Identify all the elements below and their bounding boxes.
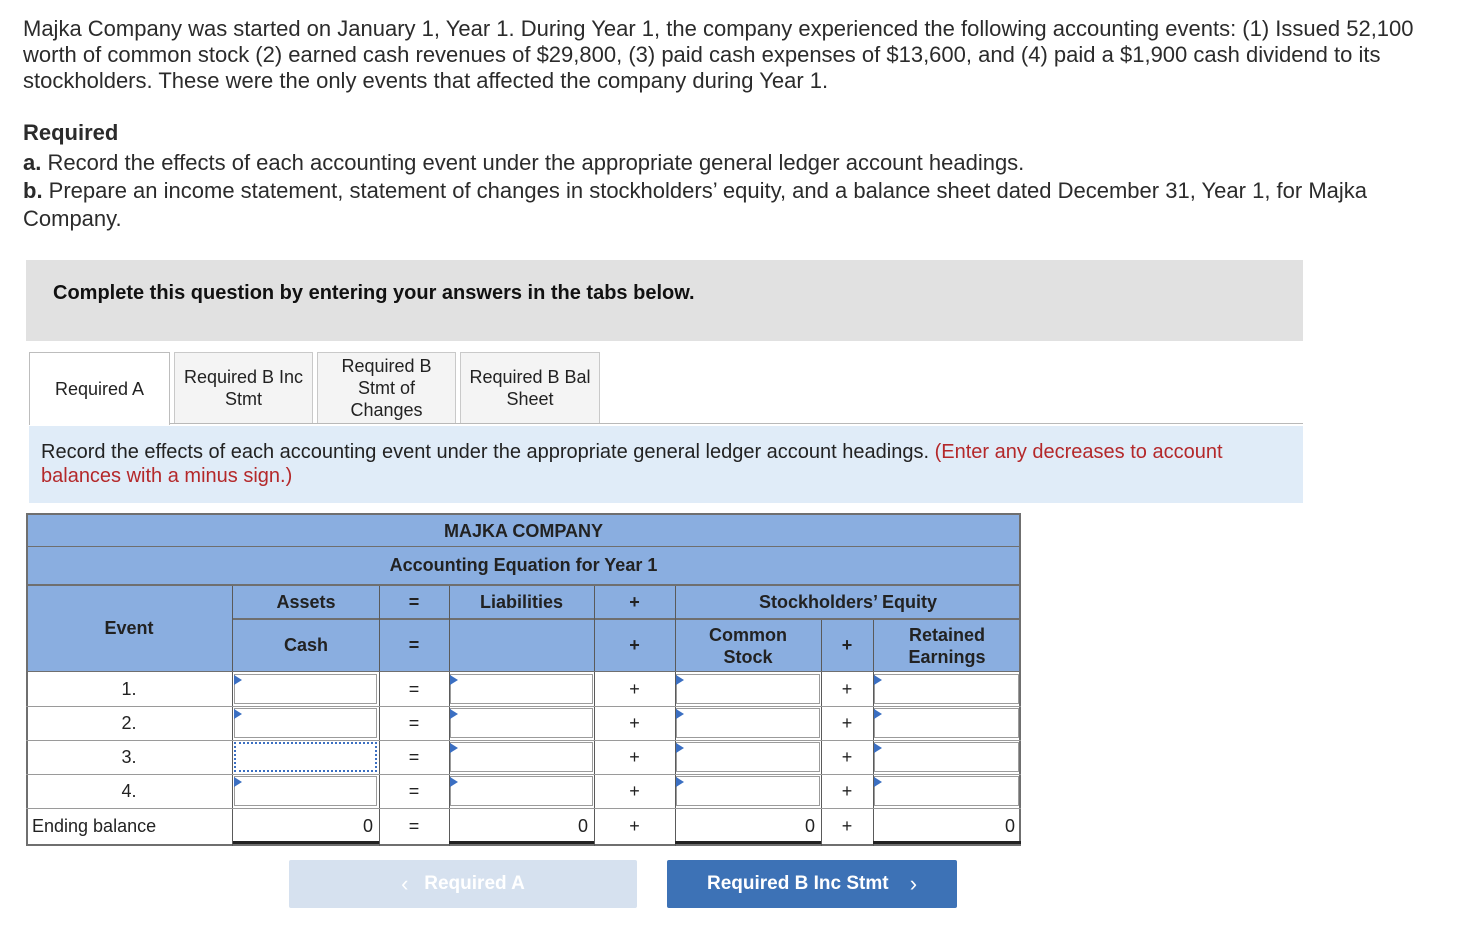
tab-required-b-inc-stmt-label: Required B Inc Stmt <box>183 367 304 409</box>
cash-header: Cash <box>283 635 328 655</box>
liabilities-header: Liabilities <box>479 592 564 612</box>
instruction-note: (Enter any decreases to account balances with a minus sign.) <box>41 441 1223 487</box>
required-b-text: Prepare an income statement, statement of changes in stockholders’ equity, and a balance sheet dated December 31, Year 1, for Majka Company. <box>23 178 1368 231</box>
tab-required-b-stmt-changes[interactable] <box>317 352 456 424</box>
total-underline-common <box>675 841 821 844</box>
plus-equity-row-1: + <box>841 678 853 699</box>
instruction-panel <box>29 426 1303 503</box>
input-marker-icon <box>234 777 242 787</box>
tab-required-b-stmt-changes-label: Required B Stmt of Changes <box>341 356 432 420</box>
plus-row-2: + <box>629 712 640 733</box>
tab-required-b-bal-sheet[interactable] <box>460 352 600 424</box>
plus-row-1: + <box>629 678 640 699</box>
input-marker-icon <box>676 743 684 753</box>
tab-divider <box>170 423 1303 424</box>
retained-earnings-input-4[interactable] <box>874 776 1019 806</box>
liabilities-input-3[interactable] <box>450 742 593 772</box>
equals-row-3: = <box>408 746 420 767</box>
plus-row-3: + <box>629 746 640 767</box>
equals-ending: = <box>408 815 420 836</box>
input-marker-icon <box>676 777 684 787</box>
required-b <box>23 177 1423 233</box>
plus-equity-row-2: + <box>841 712 853 733</box>
input-marker-icon <box>234 675 242 685</box>
cash-input-1[interactable] <box>234 674 377 704</box>
equals-header: = <box>408 592 420 612</box>
event-header: Event <box>104 618 154 638</box>
common-stock-input-3[interactable] <box>676 742 820 772</box>
plus-equity-row-3: + <box>841 746 853 767</box>
instruction-text: Record the effects of each accounting event under the appropriate general ledger account headings. <box>41 441 935 463</box>
tab-required-a-label: Required A <box>54 379 145 399</box>
tab-required-b-inc-stmt[interactable] <box>174 352 313 424</box>
assets-header: Assets <box>276 592 336 612</box>
cash-input-2[interactable] <box>234 708 377 738</box>
complete-question-banner <box>26 260 1303 341</box>
input-marker-icon <box>676 675 684 685</box>
plus-equity-row-4: + <box>841 780 853 801</box>
plus-equity-ending: + <box>841 815 853 836</box>
ending-balance-label: Ending balance <box>32 815 157 836</box>
title-divider <box>26 546 1021 547</box>
retained-earnings-input-3[interactable] <box>874 742 1019 772</box>
problem-intro: Majka Company was started on January 1, Year 1. During Year 1, the company experienced the following accounting events: (1) Issued 52,100 worth of common stock (2) earned cash revenues of $29,800, (3) paid cash expenses of $13,600, and (4) paid a $1,900 cash dividend to its stockholders. These were the only events that affected the company during Year 1. <box>23 16 1414 93</box>
equals-row-4: = <box>408 780 420 801</box>
total-underline-liabilities <box>449 841 594 844</box>
input-marker-icon <box>874 743 882 753</box>
cash-input-4[interactable] <box>234 776 377 806</box>
required-b-label: b. <box>23 178 43 203</box>
equals-row-1: = <box>408 678 420 699</box>
input-marker-icon <box>234 709 242 719</box>
input-marker-icon <box>450 777 458 787</box>
input-marker-icon <box>874 709 882 719</box>
required-a <box>23 149 1024 177</box>
chevron-left-icon: ‹ <box>401 871 409 896</box>
retained-earnings-header <box>873 620 1021 671</box>
plus-ending: + <box>629 815 640 836</box>
required-heading: Required <box>23 120 119 145</box>
tab-required-a[interactable] <box>29 352 170 425</box>
ending-common-stock: 0 <box>804 815 815 836</box>
retained-earnings-input-1[interactable] <box>874 674 1019 704</box>
plus-equity-subheader: + <box>841 635 853 655</box>
input-marker-icon <box>874 675 882 685</box>
common-stock-input-1[interactable] <box>676 674 820 704</box>
prev-tab-label: Required A <box>424 873 525 894</box>
input-marker-icon <box>874 777 882 787</box>
equals-subheader: = <box>408 635 420 655</box>
required-a-text: Record the effects of each accounting event under the appropriate general ledger account headings. <box>41 150 1025 175</box>
plus-row-4: + <box>629 780 640 801</box>
prev-tab-button[interactable] <box>289 860 637 908</box>
company-title: MAJKA COMPANY <box>443 520 603 541</box>
ending-cash: 0 <box>362 815 373 836</box>
equation-subtitle: Accounting Equation for Year 1 <box>389 554 658 575</box>
retained-earnings-input-2[interactable] <box>874 708 1019 738</box>
stockholders-equity-header: Stockholders’ Equity <box>758 592 938 612</box>
liabilities-input-1[interactable] <box>450 674 593 704</box>
ending-liabilities: 0 <box>577 815 588 836</box>
liabilities-input-2[interactable] <box>450 708 593 738</box>
common-stock-input-4[interactable] <box>676 776 820 806</box>
accounting-equation-table <box>26 513 1021 846</box>
plus-header: + <box>629 592 640 612</box>
input-marker-icon <box>676 709 684 719</box>
cash-input-3[interactable] <box>234 742 377 772</box>
next-tab-button[interactable] <box>667 860 957 908</box>
required-a-label: a. <box>23 150 42 175</box>
event-row-3: 3. <box>121 746 137 767</box>
equals-row-2: = <box>408 712 420 733</box>
liabilities-input-4[interactable] <box>450 776 593 806</box>
col-line-event <box>232 586 233 846</box>
next-tab-label: Required B Inc Stmt <box>706 873 889 894</box>
plus-subheader: + <box>629 635 640 655</box>
input-marker-icon <box>450 743 458 753</box>
complete-question-text: Complete this question by entering your answers in the tabs below. <box>53 282 695 304</box>
event-row-1: 1. <box>121 678 137 699</box>
input-marker-icon <box>450 675 458 685</box>
common-stock-input-2[interactable] <box>676 708 820 738</box>
total-underline-cash <box>233 841 379 844</box>
ending-retained-earnings: 0 <box>1004 815 1015 836</box>
event-row-4: 4. <box>121 780 137 801</box>
common-stock-header <box>675 620 821 671</box>
tab-required-b-bal-sheet-label: Required B Bal Sheet <box>469 367 591 409</box>
chevron-right-icon: › <box>909 871 918 896</box>
event-row-2: 2. <box>121 712 137 733</box>
input-marker-icon <box>450 709 458 719</box>
retained-earnings-header-label: Retained Earnings <box>908 624 986 667</box>
common-stock-header-label: Common Stock <box>709 624 787 667</box>
total-underline-retained <box>873 841 1021 844</box>
